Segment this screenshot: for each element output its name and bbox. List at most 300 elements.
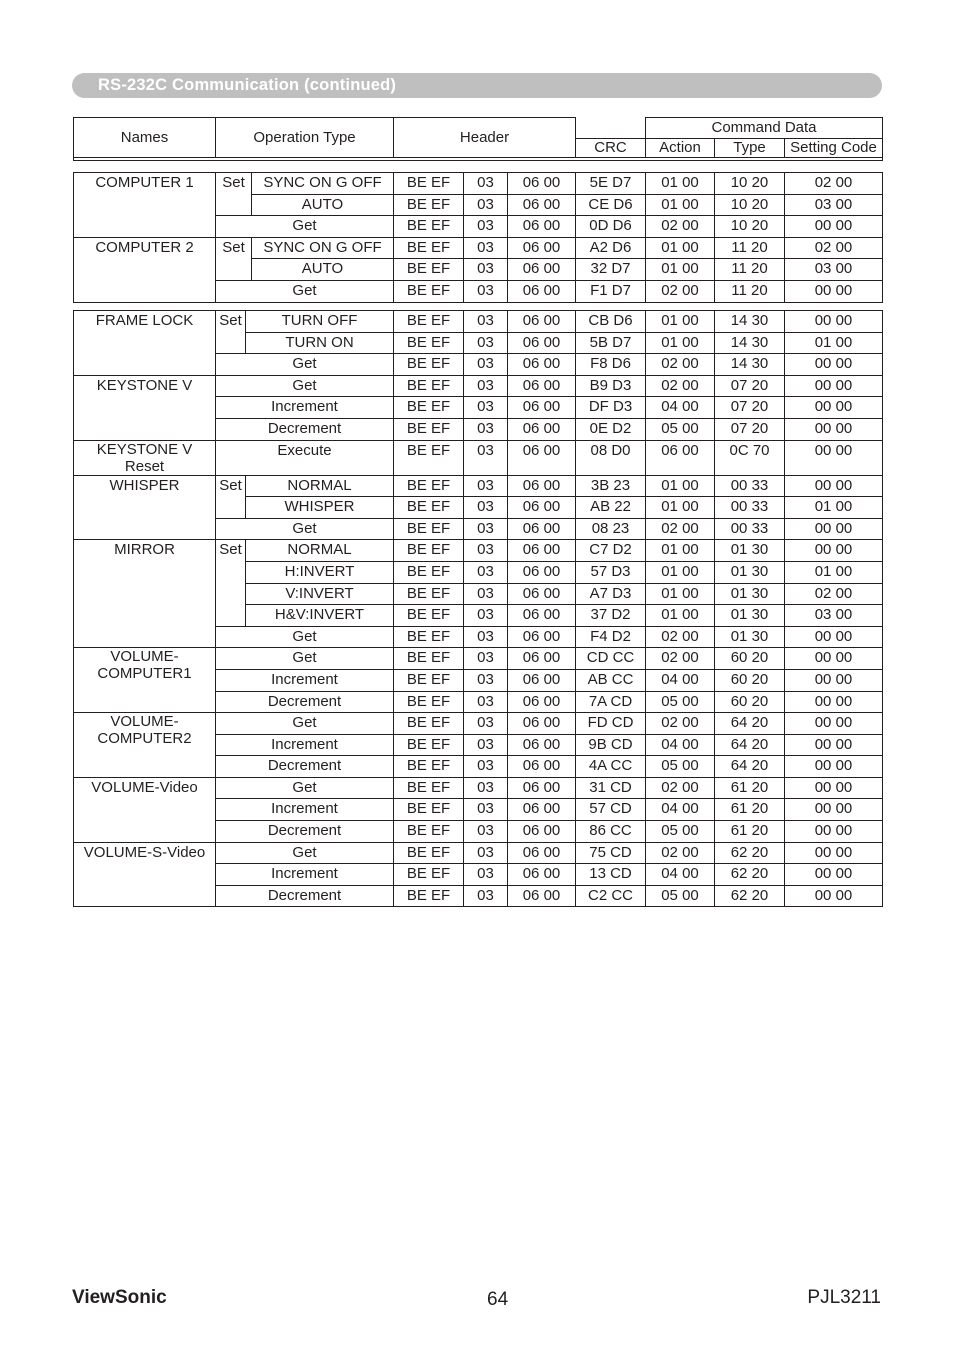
section-title: RS-232C Communication (continued) [98,76,397,94]
operation-cell: NORMAL [246,475,394,497]
table-row [74,440,883,475]
command-table-computer [73,172,883,303]
header-byte-cell: 03 [464,173,508,195]
header-length-cell: 06 00 [508,540,576,562]
col-names: Names [74,118,216,158]
crc-cell: 9B CD [576,734,646,756]
header-length-cell: 06 00 [508,354,576,376]
crc-cell: 32 D7 [576,259,646,281]
header-bytes-cell: BE EF [394,440,464,475]
setting-code-cell: 03 00 [785,605,883,627]
header-byte-cell: 03 [464,756,508,778]
header-length-cell: 06 00 [508,194,576,216]
header-length-cell: 06 00 [508,583,576,605]
operation-cell: Decrement [216,418,394,440]
setting-code-cell: 00 00 [785,626,883,648]
operation-cell: Get [216,518,394,540]
header-length-cell: 06 00 [508,864,576,886]
action-cell: 01 00 [646,561,715,583]
setting-code-cell: 03 00 [785,259,883,281]
type-cell: 64 20 [715,734,785,756]
crc-cell: A2 D6 [576,237,646,259]
type-cell: 07 20 [715,375,785,397]
operation-cell: Decrement [216,821,394,843]
header-length-cell: 06 00 [508,397,576,419]
col-crc-top [576,118,646,139]
type-cell: 0C 70 [715,440,785,475]
crc-cell: F4 D2 [576,626,646,648]
setting-code-cell: 00 00 [785,280,883,302]
action-cell: 05 00 [646,821,715,843]
header-bytes-cell: BE EF [394,777,464,799]
header-byte-cell: 03 [464,885,508,907]
type-cell: 14 30 [715,332,785,354]
action-cell: 02 00 [646,280,715,302]
action-cell: 02 00 [646,713,715,735]
header-bytes-cell: BE EF [394,540,464,562]
header-length-cell: 06 00 [508,561,576,583]
header-byte-cell: 03 [464,734,508,756]
crc-cell: 5B D7 [576,332,646,354]
table-row [74,777,883,799]
action-cell: 05 00 [646,691,715,713]
col-type: Type [715,139,785,158]
header-byte-cell: 03 [464,354,508,376]
setting-code-cell: 00 00 [785,799,883,821]
header-length-cell: 06 00 [508,691,576,713]
crc-cell: 4A CC [576,756,646,778]
command-name-cell: VOLUME-S-Video [74,842,216,907]
action-cell: 05 00 [646,418,715,440]
operation-cell: Get [216,842,394,864]
operation-cell: AUTO [252,194,394,216]
header-bytes-cell: BE EF [394,518,464,540]
crc-cell: AB 22 [576,497,646,519]
crc-cell: A7 D3 [576,583,646,605]
setting-code-cell: 00 00 [785,777,883,799]
action-cell: 01 00 [646,259,715,281]
command-table-header [73,117,883,161]
type-cell: 01 30 [715,540,785,562]
crc-cell: 08 D0 [576,440,646,475]
header-byte-cell: 03 [464,497,508,519]
operation-cell: NORMAL [246,540,394,562]
setting-code-cell: 00 00 [785,648,883,670]
setting-code-cell: 02 00 [785,173,883,195]
header-length-cell: 06 00 [508,626,576,648]
header-bytes-cell: BE EF [394,280,464,302]
header-bytes-cell: BE EF [394,605,464,627]
header-length-cell: 06 00 [508,756,576,778]
header-separator [74,158,883,161]
setting-code-cell: 00 00 [785,540,883,562]
setting-code-cell: 01 00 [785,561,883,583]
setting-code-cell: 00 00 [785,397,883,419]
action-cell: 02 00 [646,648,715,670]
header-byte-cell: 03 [464,713,508,735]
command-name-line2: COMPUTER2 [97,730,192,748]
setting-code-cell: 00 00 [785,864,883,886]
type-cell: 60 20 [715,648,785,670]
type-cell: 10 20 [715,173,785,195]
header-length-cell: 06 00 [508,259,576,281]
header-length-cell: 06 00 [508,375,576,397]
header-length-cell: 06 00 [508,777,576,799]
setting-code-cell: 00 00 [785,440,883,475]
type-cell: 01 30 [715,561,785,583]
crc-cell: FD CD [576,713,646,735]
header-bytes-cell: BE EF [394,756,464,778]
crc-cell: AB CC [576,669,646,691]
action-cell: 02 00 [646,518,715,540]
command-name-cell [74,440,216,475]
setting-code-cell: 00 00 [785,375,883,397]
action-cell: 01 00 [646,583,715,605]
operation-cell: Get [216,354,394,376]
command-name-line1: VOLUME- [110,648,179,666]
type-cell: 01 30 [715,626,785,648]
command-name-cell: VOLUME-Video [74,777,216,842]
header-byte-cell: 03 [464,583,508,605]
crc-cell: 5E D7 [576,173,646,195]
crc-cell: CE D6 [576,194,646,216]
type-cell: 01 30 [715,605,785,627]
command-name-cell: FRAME LOCK [74,311,216,376]
type-cell: 14 30 [715,311,785,333]
table-row [74,375,883,397]
header-length-cell: 06 00 [508,311,576,333]
header-byte-cell: 03 [464,332,508,354]
setting-code-cell: 00 00 [785,713,883,735]
table-row [74,475,883,497]
table-row [74,648,883,670]
action-cell: 02 00 [646,626,715,648]
type-cell: 07 20 [715,397,785,419]
command-table-settings [73,310,883,907]
type-cell: 60 20 [715,691,785,713]
action-cell: 02 00 [646,354,715,376]
operation-cell: H:INVERT [246,561,394,583]
header-byte-cell: 03 [464,375,508,397]
header-byte-cell: 03 [464,821,508,843]
header-byte-cell: 03 [464,194,508,216]
action-cell: 01 00 [646,475,715,497]
header-bytes-cell: BE EF [394,216,464,238]
header-length-cell: 06 00 [508,713,576,735]
setting-code-cell: 00 00 [785,842,883,864]
table-row [74,713,883,735]
header-byte-cell: 03 [464,237,508,259]
header-length-cell: 06 00 [508,605,576,627]
header-length-cell: 06 00 [508,475,576,497]
action-cell: 01 00 [646,540,715,562]
header-bytes-cell: BE EF [394,648,464,670]
action-cell: 01 00 [646,332,715,354]
col-header: Header [394,118,576,158]
crc-cell: 08 23 [576,518,646,540]
header-byte-cell: 03 [464,216,508,238]
operation-cell: Increment [216,864,394,886]
command-name-line1: VOLUME- [110,713,179,731]
header-length-cell: 06 00 [508,842,576,864]
operation-cell: Increment [216,734,394,756]
crc-cell: 31 CD [576,777,646,799]
type-cell: 14 30 [715,354,785,376]
setting-code-cell: 00 00 [785,216,883,238]
table-row [74,173,883,195]
action-cell: 04 00 [646,669,715,691]
setting-code-cell: 00 00 [785,311,883,333]
command-name-cell: COMPUTER 2 [74,237,216,302]
header-length-cell: 06 00 [508,280,576,302]
type-cell: 64 20 [715,756,785,778]
header-bytes-cell: BE EF [394,311,464,333]
action-cell: 05 00 [646,756,715,778]
section-title-bar [72,73,882,98]
crc-cell: 37 D2 [576,605,646,627]
header-byte-cell: 03 [464,842,508,864]
command-name-cell: COMPUTER 1 [74,173,216,238]
col-crc: CRC [576,139,646,158]
header-bytes-cell: BE EF [394,713,464,735]
setting-code-cell: 01 00 [785,332,883,354]
header-bytes-cell: BE EF [394,561,464,583]
col-setting-code: Setting Code [785,139,883,158]
table-row [74,540,883,562]
operation-cell: Get [216,648,394,670]
crc-cell: 57 CD [576,799,646,821]
header-bytes-cell: BE EF [394,173,464,195]
header-byte-cell: 03 [464,311,508,333]
set-label-cell: Set [216,540,246,626]
set-label-cell: Set [216,475,246,518]
type-cell: 61 20 [715,799,785,821]
type-cell: 62 20 [715,885,785,907]
command-name-line1: KEYSTONE V [96,440,193,458]
set-label-cell: Set [216,237,252,280]
set-label-cell: Set [216,311,246,354]
header-byte-cell: 03 [464,605,508,627]
command-name-cell: WHISPER [74,475,216,540]
setting-code-cell: 00 00 [785,734,883,756]
command-name-cell: MIRROR [74,540,216,648]
header-byte-cell: 03 [464,518,508,540]
operation-cell: H&V:INVERT [246,605,394,627]
header-length-cell: 06 00 [508,216,576,238]
header-bytes-cell: BE EF [394,799,464,821]
setting-code-cell: 00 00 [785,418,883,440]
operation-cell: Get [216,777,394,799]
header-byte-cell: 03 [464,648,508,670]
header-bytes-cell: BE EF [394,418,464,440]
crc-cell: B9 D3 [576,375,646,397]
header-bytes-cell: BE EF [394,259,464,281]
operation-cell: Decrement [216,756,394,778]
action-cell: 02 00 [646,216,715,238]
operation-cell: SYNC ON G OFF [252,237,394,259]
action-cell: 01 00 [646,497,715,519]
operation-cell: AUTO [252,259,394,281]
setting-code-cell: 01 00 [785,497,883,519]
header-byte-cell: 03 [464,777,508,799]
header-length-cell: 06 00 [508,237,576,259]
command-name-cell [74,713,216,778]
action-cell: 04 00 [646,864,715,886]
header-bytes-cell: BE EF [394,842,464,864]
header-byte-cell: 03 [464,418,508,440]
type-cell: 61 20 [715,821,785,843]
crc-cell: 57 D3 [576,561,646,583]
header-length-cell: 06 00 [508,734,576,756]
header-byte-cell: 03 [464,691,508,713]
command-name-cell [74,648,216,713]
setting-code-cell: 00 00 [785,756,883,778]
header-length-cell: 06 00 [508,497,576,519]
action-cell: 02 00 [646,842,715,864]
header-byte-cell: 03 [464,626,508,648]
type-cell: 11 20 [715,259,785,281]
action-cell: 01 00 [646,311,715,333]
setting-code-cell: 02 00 [785,237,883,259]
crc-cell: 0D D6 [576,216,646,238]
header-length-cell: 06 00 [508,173,576,195]
action-cell: 04 00 [646,799,715,821]
header-bytes-cell: BE EF [394,497,464,519]
header-length-cell: 06 00 [508,821,576,843]
type-cell: 61 20 [715,777,785,799]
crc-cell: CB D6 [576,311,646,333]
type-cell: 60 20 [715,669,785,691]
crc-cell: F1 D7 [576,280,646,302]
type-cell: 62 20 [715,842,785,864]
operation-cell: Increment [216,799,394,821]
setting-code-cell: 00 00 [785,821,883,843]
command-name-cell: KEYSTONE V [74,375,216,440]
crc-cell: CD CC [576,648,646,670]
header-byte-cell: 03 [464,540,508,562]
header-bytes-cell: BE EF [394,626,464,648]
setting-code-cell: 00 00 [785,885,883,907]
header-byte-cell: 03 [464,280,508,302]
table-row [74,842,883,864]
crc-cell: DF D3 [576,397,646,419]
header-byte-cell: 03 [464,475,508,497]
set-label-cell: Set [216,173,252,216]
header-bytes-cell: BE EF [394,475,464,497]
header-byte-cell: 03 [464,440,508,475]
action-cell: 04 00 [646,397,715,419]
crc-cell: 13 CD [576,864,646,886]
setting-code-cell: 03 00 [785,194,883,216]
crc-cell: 7A CD [576,691,646,713]
action-cell: 02 00 [646,777,715,799]
header-bytes-cell: BE EF [394,375,464,397]
operation-cell: Decrement [216,691,394,713]
type-cell: 10 20 [715,194,785,216]
header-length-cell: 06 00 [508,332,576,354]
header-bytes-cell: BE EF [394,669,464,691]
setting-code-cell: 00 00 [785,475,883,497]
header-length-cell: 06 00 [508,885,576,907]
header-length-cell: 06 00 [508,669,576,691]
header-length-cell: 06 00 [508,518,576,540]
operation-cell: WHISPER [246,497,394,519]
crc-cell: 75 CD [576,842,646,864]
header-byte-cell: 03 [464,259,508,281]
operation-cell: V:INVERT [246,583,394,605]
setting-code-cell: 00 00 [785,354,883,376]
setting-code-cell: 02 00 [785,583,883,605]
operation-cell: Decrement [216,885,394,907]
operation-cell: Get [216,626,394,648]
operation-cell: Get [216,280,394,302]
footer-brand: ViewSonic [72,1287,167,1308]
col-action: Action [646,139,715,158]
operation-cell: Get [216,216,394,238]
operation-cell: Execute [216,440,394,475]
type-cell: 00 33 [715,497,785,519]
header-byte-cell: 03 [464,799,508,821]
header-byte-cell: 03 [464,397,508,419]
footer-page-number: 64 [487,1289,509,1310]
action-cell: 01 00 [646,605,715,627]
header-byte-cell: 03 [464,864,508,886]
type-cell: 64 20 [715,713,785,735]
action-cell: 01 00 [646,194,715,216]
crc-cell: 3B 23 [576,475,646,497]
operation-cell: Increment [216,669,394,691]
header-bytes-cell: BE EF [394,691,464,713]
header-length-cell: 06 00 [508,648,576,670]
table-row [74,311,883,333]
header-bytes-cell: BE EF [394,583,464,605]
type-cell: 07 20 [715,418,785,440]
type-cell: 01 30 [715,583,785,605]
operation-cell: TURN OFF [246,311,394,333]
operation-cell: Get [216,713,394,735]
action-cell: 01 00 [646,237,715,259]
header-bytes-cell: BE EF [394,734,464,756]
type-cell: 10 20 [715,216,785,238]
operation-cell: TURN ON [246,332,394,354]
header-bytes-cell: BE EF [394,397,464,419]
header-bytes-cell: BE EF [394,885,464,907]
header-bytes-cell: BE EF [394,354,464,376]
crc-cell: 86 CC [576,821,646,843]
action-cell: 01 00 [646,173,715,195]
command-name-line2: COMPUTER1 [97,665,192,683]
header-byte-cell: 03 [464,669,508,691]
operation-cell: Get [216,375,394,397]
crc-cell: 0E D2 [576,418,646,440]
header-bytes-cell: BE EF [394,821,464,843]
type-cell: 11 20 [715,280,785,302]
setting-code-cell: 00 00 [785,518,883,540]
col-command-data: Command Data [646,118,883,139]
action-cell: 02 00 [646,375,715,397]
setting-code-cell: 00 00 [785,669,883,691]
operation-cell: Increment [216,397,394,419]
operation-cell: SYNC ON G OFF [252,173,394,195]
type-cell: 11 20 [715,237,785,259]
header-byte-cell: 03 [464,561,508,583]
crc-cell: C2 CC [576,885,646,907]
type-cell: 00 33 [715,518,785,540]
header-bytes-cell: BE EF [394,194,464,216]
action-cell: 05 00 [646,885,715,907]
type-cell: 62 20 [715,864,785,886]
header-bytes-cell: BE EF [394,237,464,259]
